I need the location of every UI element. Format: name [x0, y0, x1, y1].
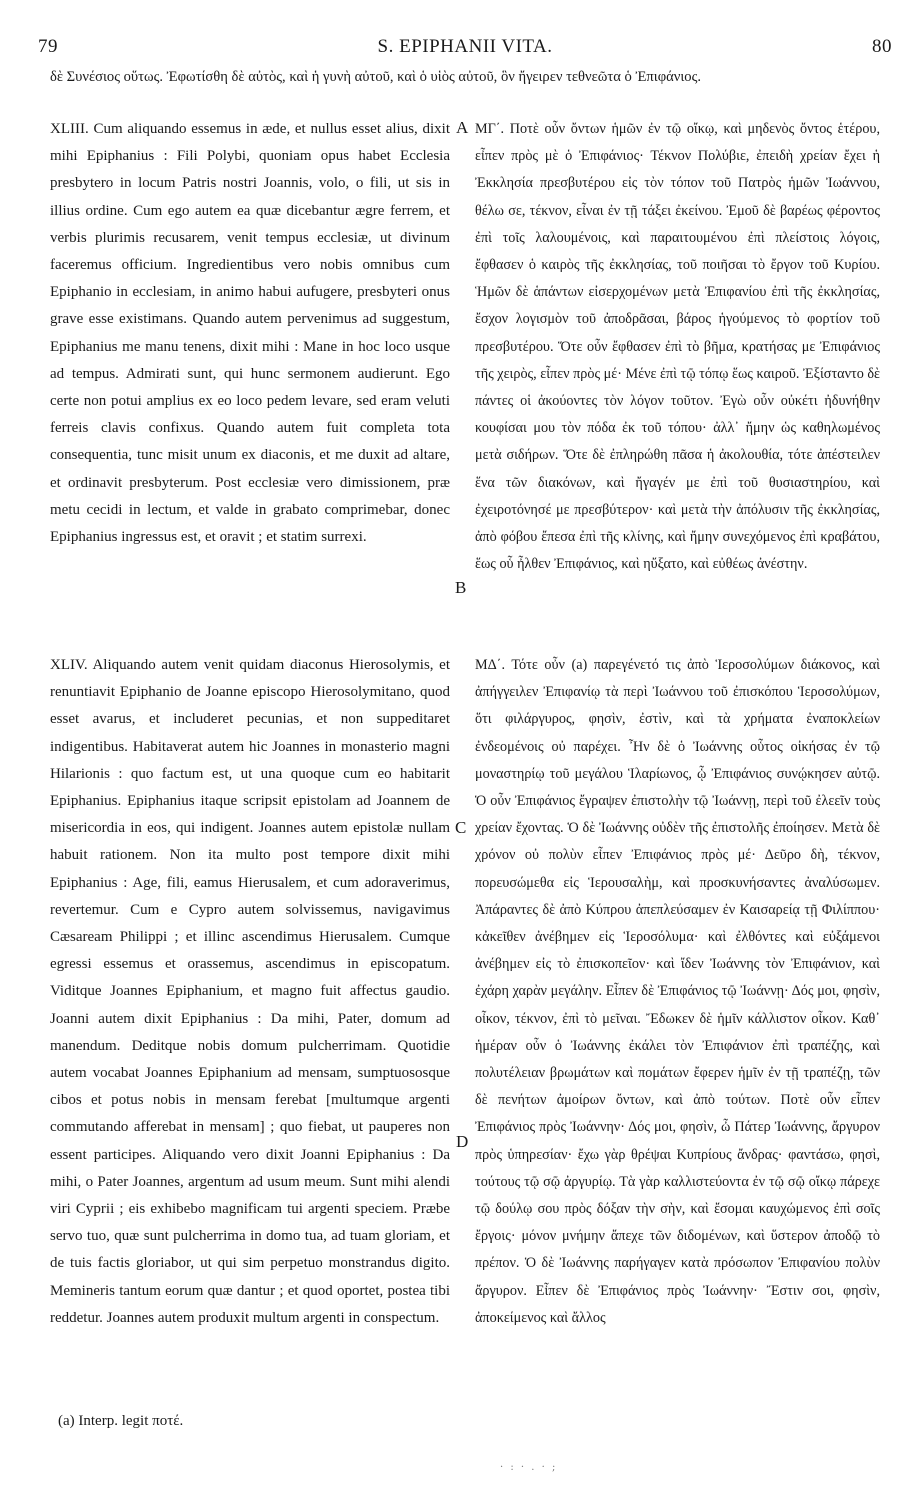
section-marker-a: A [456, 118, 469, 137]
footnote: (a) Interp. legit ποτέ. [58, 1413, 184, 1429]
printer-mark: · : · . · ; [500, 1462, 558, 1473]
latin-paragraph-44 [50, 652, 450, 1332]
latin-paragraph-43 [50, 116, 450, 551]
section-marker-c: C [455, 818, 467, 837]
running-header [38, 36, 892, 62]
greek-paragraph-43 [475, 116, 880, 578]
section-marker-d: D [456, 1132, 469, 1151]
greek-text-44: ΜΔ΄. Τότε οὖν (a) παρεγένετό τις ἀπὸ Ἱεροσολύμων διάκονος, καὶ ἀπήγγειλεν Ἐπιφανίῳ τὰ περὶ Ἰωάννου τοῦ ἐπισκόπου Ἱεροσολύμων, ὅτι φιλάργυρος, φησὶν, ἐστὶν, καὶ τὰ χρήματα ἐναποκλείων ἐνδεομένοις οὐ παρέχει. Ἦν δὲ ὁ Ἰωάννης οὗτος οἰκήσας ἐν τῷ μοναστηρίῳ τοῦ μεγάλου Ἱλαρίωνος, ᾧ Ἐπιφάνιος συνῴκησεν αὐτῷ. Ὁ οὖν Ἐπιφάνιος ἔγραψεν ἐπιστολὴν τῷ Ἰωάννῃ, περὶ τοῦ ἐλεεῖν τοὺς χρείαν ἔχοντας. Ὁ δὲ Ἰωάννης οὐδὲν τῆς ἐπιστολῆς ἐποίησεν. Μετὰ δὲ χρόνον οὐ πολὺν εἶπεν Ἐπιφάνιος πρὸς μέ· Δεῦρο δὴ, τέκνον, πορευσώμεθα εἰς Ἱερουσαλὴμ, καὶ προσκυνήσαντες ἀναλύσωμεν. Ἀπάραντες δὲ ἀπὸ Κύπρου ἀπεπλεύσαμεν ἐν Καισαρείᾳ τῇ Φιλίππου· κἀκεῖθεν ἀνέβημεν εἰς Ἱεροσόλυμα· καὶ ἐλθόντες καὶ εὐξάμενοι ἀνέβημεν εἰς τὸ ἐπισκοπεῖον· καὶ ἴδεν Ἰωάννης τὸν Ἐπιφάνιον, καὶ ἐχάρη χαρὰν μεγάλην. Εἶπεν δὲ Ἐπιφάνιος τῷ Ἰωάννῃ· Δός μοι, φησὶν, οἶκον, τέκνον, ἐπὶ τὸ μεῖναι. Ἔδωκεν δὲ ἡμῖν κάλλιστον οἶκον. Καθ᾽ ἡμέραν οὖν ὁ Ἰωάννης ἐκάλει τὸν Ἐπιφάνιον ἐπὶ τραπέζης, καὶ πολυτέλειαν βρωμάτων καὶ πομάτων ἔφερεν ἡμῖν ἐν τῇ τραπέζῃ, τῶν δὲ πενήτων ἀμοίρων ὄντων, καὶ ἀπὸ τούτων. Ποτὲ οὖν εἶπεν Ἐπιφάνιος πρὸς Ἰωάννην· Δός μοι, φησὶν, ὦ Πάτερ Ἰωάννης, ἄργυρον πρὸς ὑπηρεσίαν· ἔχω γὰρ θρέψαι Κυπρίους ἄνδρας· φαντάσω, φησὶ, τούτους τῷ σῷ ἀργυρίῳ. Τὰ γὰρ καλλιστεύοντα ἐν τῷ σῷ οἴκῳ πάρεχε τῷ δούλῳ σου πρὸς δόξαν τὴν σὴν, καὶ ἔσομαι καυχώμενος ἐπὶ σοῖς ἔργοις· μόνον μνήμην ἄπεχε τῶν διδομένων, καὶ ὕστερον ἀποδῷ τὸ πρέπον. Ὁ δὲ Ἰωάννης παρήγαγεν κατὰ πρόσωπον Ἐπιφανίου πολὺν ἄργυρον. Εἶπεν δὲ Ἐπιφάνιος πρὸς Ἰωάννην· Ἔστιν σοι, φησὶν, ἀποκείμενος καὶ ἄλλος [475, 657, 880, 1326]
greek-paragraph-44 [475, 652, 880, 1332]
running-title: S. EPIPHANII VITA. [377, 36, 553, 57]
section-marker-b: B [455, 578, 467, 597]
page-number-left: 79 [38, 36, 58, 57]
latin-text-44: XLIV. Aliquando autem venit quidam diaconus Hierosolymis, et renuntiavit Epiphanio de Joanne episcopo Hierosolymitano, quod esset avarus, et includeret pecunias, et non suppeditaret indigentibus. Habitaverat autem hic Joannes in monasterio magni Hilarionis : quo factum est, ut una quoque cum eo habitarit Epiphanius. Epiphanius itaque scripsit epistolam ad Joannem de misericordia in eos, qui indigent. Joannes autem epistolæ nullam habuit rationem. Non ita multo post tempore dixit mihi Epiphanius : Age, fili, eamus Hierusalem, et cum adoraverimus, revertemur. Cum e Cypro autem solvissemus, navigavimus Cæsaream Philippi ; et illinc ascendimus Hierusalem. Cumque egressi essemus et orassemus, ascendimus in episcopatum. Viditque Joannes Epiphanium, et magno fuit affectus gaudio. Joanni autem dixit Epiphanius : Da mihi, Pater, domum ad manendum. Deditque nobis domum pulcherrimam. Quotidie autem vocabat Joannes Epiphanium ad mensam, sumptuososque cibos et potus nobis in mensam ferebat [multumque argenti commutando afferebat in mensam] ; quo fiebat, ut pauperes non essent participes. Aliquando vero dixit Joanni Epiphanius : Da mihi, o Pater Joannes, argentum ad usum meum. Sunt mihi alendi viri Cyprii ; eis exhibebo magnificam tui argenti speciem. Præbe servo tuo, quæ sunt pulcherrima in domo tua, ad tuam gloriam, et de tuis factis gloriabor, ut qui sim perpetuo monstrandus digito. Memineris tantum eorum quæ dantur ; et quod oportet, postea tibi reddetur. Joannes autem produxit multum argenti in conspectum. [50, 657, 450, 1326]
greek-carryover-line: δὲ Συνέσιος οὕτως. Ἐφωτίσθη δὲ αὐτὸς, καὶ ἡ γυνὴ αὐτοῦ, καὶ ὁ υἱὸς αὐτοῦ, ὃν ἤγειρεν τεθνεῶτα ὁ Ἐπιφάνιος. [50, 69, 702, 85]
latin-text-43: XLIII. Cum aliquando essemus in æde, et nullus esset alius, dixit mihi Epiphanius : Fili Polybi, quoniam opus habet Ecclesia presbytero in locum Patris nostri Joannis, volo, o fili, ut sis in illius ordine. Cum ego autem ea quæ dicebantur ægre ferrem, et verbis plurimis recusarem, venit tempus ecclesiæ, ut divinum faceremus officium. Ingredientibus vero nobis omnibus cum Epiphanio in ecclesiam, in animo habui aufugere, presbyteri onus grave esse existimans. Quando autem pervenimus ad suggestum, Epiphanius me manu tenens, dixit mihi : Mane in hoc loco usque ad tempus. Admirati sunt, qui hunc sermonem audierunt. Ego certe non potui amplius ex eo loco pedem levare, sed eram veluti ferreis clavis confixus. Quando autem fuit completa tota consequentia, tunc misit unum ex diaconis, et me duxit ad altare, et ordinavit presbyterum. Post ecclesiæ vero dimissionem, præ metu cecidi in lectum, et valde in grabato comprimebar, donec Epiphanius ingressus est, et oravit ; et statim surrexi. [50, 121, 450, 546]
page-number-right: 80 [872, 36, 892, 57]
greek-text-43: ΜΓ΄. Ποτὲ οὖν ὄντων ἡμῶν ἐν τῷ οἴκῳ, καὶ μηδενὸς ὄντος ἑτέρου, εἶπεν πρὸς μὲ ὁ Ἐπιφάνιος· Τέκνον Πολύβιε, ἐπειδὴ χρείαν ἔχει ἡ Ἐκκλησία πρεσβυτέρου εἰς τὸν τόπον τοῦ Πατρὸς ἡμῶν Ἰωάννου, θέλω σε, τέκνον, εἶναι ἐν τῇ τάξει ἐκείνου. Ἐμοῦ δὲ βαρέως φέροντος ἐπὶ τοῖς λαλουμένοις, καὶ παραιτουμένου ἐπὶ πλείστοις λόγοις, ἔφθασεν ὁ καιρὸς τῆς ἐκκλησίας, τοῦ ποιῆσαι τὸ ἔργον τοῦ Κυρίου. Ἡμῶν δὲ ἁπάντων εἰσερχομένων μετὰ Ἐπιφανίου ἐπὶ τῆς ἐκκλησίας, ἔσχον λογισμὸν τοῦ ἀποδρᾶσαι, βάρος ἡγούμενος τὸ φορτίον τοῦ πρεσβυτέρου. Ὅτε οὖν ἔφθασεν ἐπὶ τὸ βῆμα, κρατήσας με Ἐπιφάνιος τῆς χειρὸς, εἶπεν πρὸς μέ· Μένε ἐπὶ τῷ τόπῳ ἕως καιροῦ. Ἐξίσταντο δὲ πάντες οἱ ἀκούοντες τὸν λόγον τοῦτον. Ἐγὼ οὖν οὐκέτι ἠδυνήθην κουφίσαι μου τὸν πόδα ἐκ τοῦ τόπου· ἀλλ᾽ ἤμην ὡς καθηλωμένος μετὰ σιδήρων. Ὅτε δὲ ἐπληρώθη πᾶσα ἡ ἀκολουθία, τότε ἀπέστειλεν ἕνα τῶν διακόνων, καὶ ἤγαγέν με ἐπὶ τοῦ θυσιαστηρίου, καὶ ἐχειροτόνησέ με πρεσβύτερον· καὶ μετὰ τὴν ἀπόλυσιν τῆς ἐκκλησίας, ἀπὸ φόβου ἔπεσα ἐπὶ τῆς κλίνης, καὶ ἤμην συνεχόμενος ἐπὶ κραβάτου, ἕως οὗ ἦλθεν Ἐπιφάνιος, καὶ ηὔξατο, καὶ εὐθέως ἀνέστην. [475, 121, 880, 573]
